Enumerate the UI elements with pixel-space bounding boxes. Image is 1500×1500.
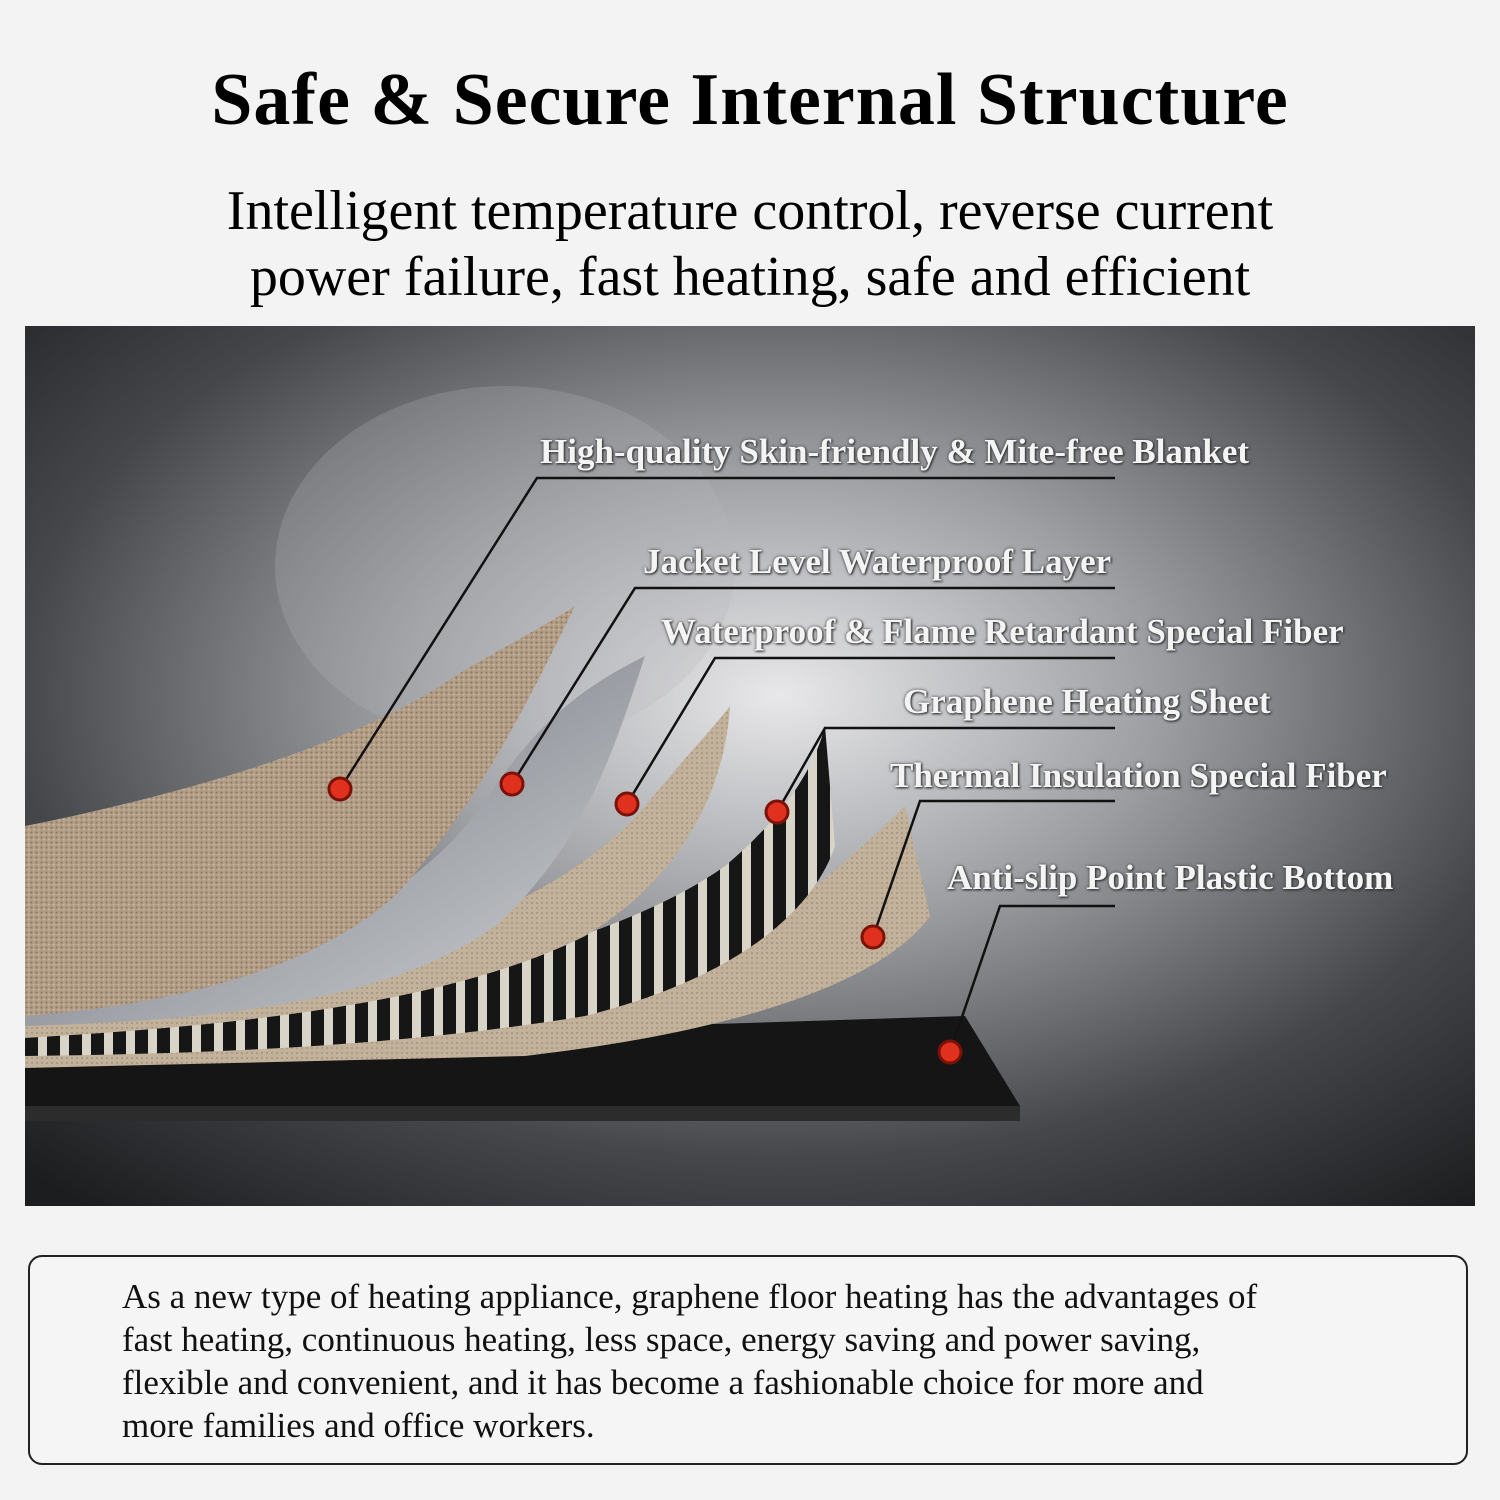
subtitle — [150, 178, 1350, 310]
marker-heating-sheet — [766, 801, 788, 823]
label-plastic-bottom: Anti-slip Point Plastic Bottom — [947, 858, 1394, 897]
label-thermal-insulation: Thermal Insulation Special Fiber — [890, 756, 1387, 795]
description-line-4: more families and office workers. — [122, 1406, 595, 1445]
label-heating-sheet: Graphene Heating Sheet — [903, 682, 1271, 721]
marker-plastic-bottom — [939, 1041, 961, 1063]
page-title: Safe & Secure Internal Structure — [211, 59, 1289, 141]
description-box — [28, 1255, 1468, 1465]
description-text — [122, 1275, 1422, 1447]
label-flame-retardant: Waterproof & Flame Retardant Special Fiber — [661, 612, 1344, 651]
subtitle-line-2: power failure, fast heating, safe and efficient — [249, 246, 1251, 308]
marker-thermal-insulation — [862, 926, 884, 948]
description-line-2: fast heating, continuous heating, less space, energy saving and power saving, — [122, 1320, 1201, 1359]
label-waterproof-layer: Jacket Level Waterproof Layer — [643, 542, 1112, 581]
marker-blanket — [329, 778, 351, 800]
description-line-3: flexible and convenient, and it has become a fashionable choice for more and — [122, 1363, 1204, 1402]
subtitle-line-1: Intelligent temperature control, reverse current — [226, 180, 1274, 242]
layer-diagram — [25, 326, 1475, 1206]
marker-waterproof-layer — [501, 773, 523, 795]
description-line-1: As a new type of heating appliance, graphene floor heating has the advantages of — [122, 1277, 1258, 1316]
marker-flame-retardant — [616, 793, 638, 815]
label-blanket: High-quality Skin-friendly & Mite-free Blanket — [540, 432, 1250, 471]
